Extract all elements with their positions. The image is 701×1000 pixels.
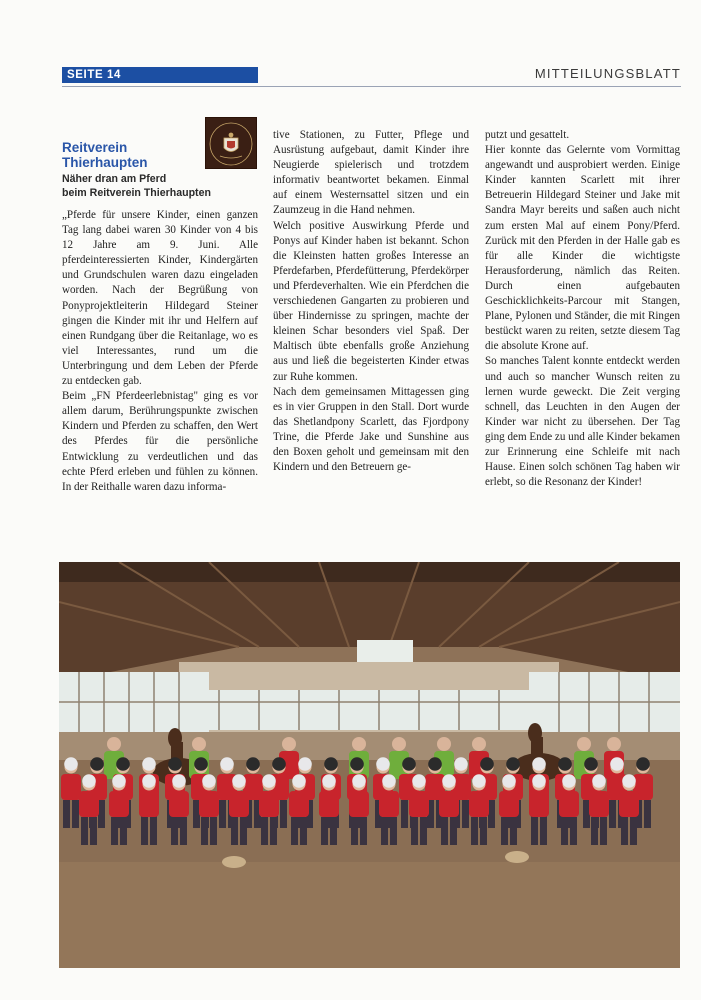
paragraph: Welch positive Auswirkung Pferde und Ponys auf Kinder haben ist bekannt. Schon die Kleinsten hatten großes Interesse an Pferdefarben, Pferdefütterung, Pferdekörper und Pferdeverhalten. Wie ein Pferdchen die verschiedenen Gangarten zu probieren und über Hindernisse zu springen, machte der kleinen Schar besonders viel Spaß. Der Maltisch übte ebenfalls große Anziehung aus und ließ die begeisterten Kinder etwas zur Ruhe kommen.: [273, 219, 469, 383]
article-title-line2: Thierhaupten: [62, 155, 148, 170]
paragraph: „Pferde für unsere Kinder, einen ganzen Tag lang dabei waren 30 Kinder von 4 bis 12 Jahre am 9. Juni. Alle pferdeinteressierten Kinder, Kindergärten und Grundschulen waren dazu eingeladen worden. Nach der Begrüßung von Ponyprojektleiterin Hildegard Steiner gingen die Kinder mit ihr und Helfern auf einen Rundgang über die Reitanlage, wo es viel Interessantes, rund um die Unterbringung und dem Leben der Pferde zu entdecken gab.: [62, 209, 258, 388]
paragraph: Beim „FN Pferdeerlebnistag" ging es vor allem darum, Berührungspunkte zwischen Kindern und Pferden zu schaffen, den Wert des Pferdes für die persönliche Entwicklung zu verdeutlichen und das echte Pferd erleben und fühlen zu können. In der Reithalle waren dazu informa-: [62, 390, 258, 493]
publication-title: MITTEILUNGSBLATT: [534, 66, 681, 81]
paragraph: Hier konnte das Gelernte vom Vormittag angewandt und ausprobiert werden. Einige Kinder kannten Scarlett mit ihrer Betreuerin Hildegard Steiner und Jake mit Sandra Mayr bereits und saßen auch nicht zum ersten Mal auf einem Pony/Pferd. Zurück mit den Pferden in der Halle gab es für alle Kinder die wichtigste Herausforderung, nämlich das Reiten. Durch einen aufgebauten Geschicklichkeits-Parcour mit Stangen, Plane, Pylonen und Ständer, die mit Ringen bestückt waren zu reiten, setzte diesem Tag die absolute Krone auf.: [485, 144, 680, 353]
article-column-3: [485, 128, 680, 490]
article-title-line1: Reitverein: [62, 140, 128, 155]
article-subtitle-line1: Näher dran am Pferd: [62, 173, 167, 185]
article-column-1: [62, 208, 258, 495]
article-subtitle: [62, 172, 262, 200]
paragraph: putzt und gesattelt.: [485, 129, 570, 141]
paragraph: So manches Talent konnte entdeckt werden und auch so mancher Wunsch reiten zu lernen wurde geweckt. Die Zeit verging schnell, das Leuchten in den Augen der Kinder war nicht zu übersehen. Der Tag ging dem Ende zu und alle Kinder bekamen zur Erinnerung eine Schleife mit nach Hause. Einen solch schönen Tag haben wir erlebt, so die Resonanz der Kinder!: [485, 355, 681, 489]
header-divider: [62, 86, 681, 87]
paragraph: Nach dem gemeinsamen Mittagessen ging es in vier Gruppen in den Stall. Dort wurde das Shetlandpony Scarlett, das Fjordpony Trine, die Pferde Jake und Sunshine aus den Boxen geholt und gemeinsam mit den Kindern und den Betreuern ge-: [273, 385, 469, 474]
club-crest-logo: [205, 117, 257, 169]
article-column-2: [273, 128, 469, 475]
crest-icon: [206, 118, 256, 168]
article-subtitle-line2: beim Reitverein Thierhaupten: [62, 187, 211, 199]
group-photo: [59, 562, 680, 968]
riding-hall-photo: [59, 562, 680, 968]
page-number-label: SEITE 14: [62, 67, 258, 83]
paragraph: tive Stationen, zu Futter, Pflege und Ausrüstung aufgebaut, damit Kinder ihre Neugierde spielerisch und trotzdem informativ beantwortet bekamen. Einmal auf einem Westernsattel sitzen und ein Zaumzeug in die Hand nehmen.: [273, 129, 469, 217]
article-title: [62, 140, 202, 170]
